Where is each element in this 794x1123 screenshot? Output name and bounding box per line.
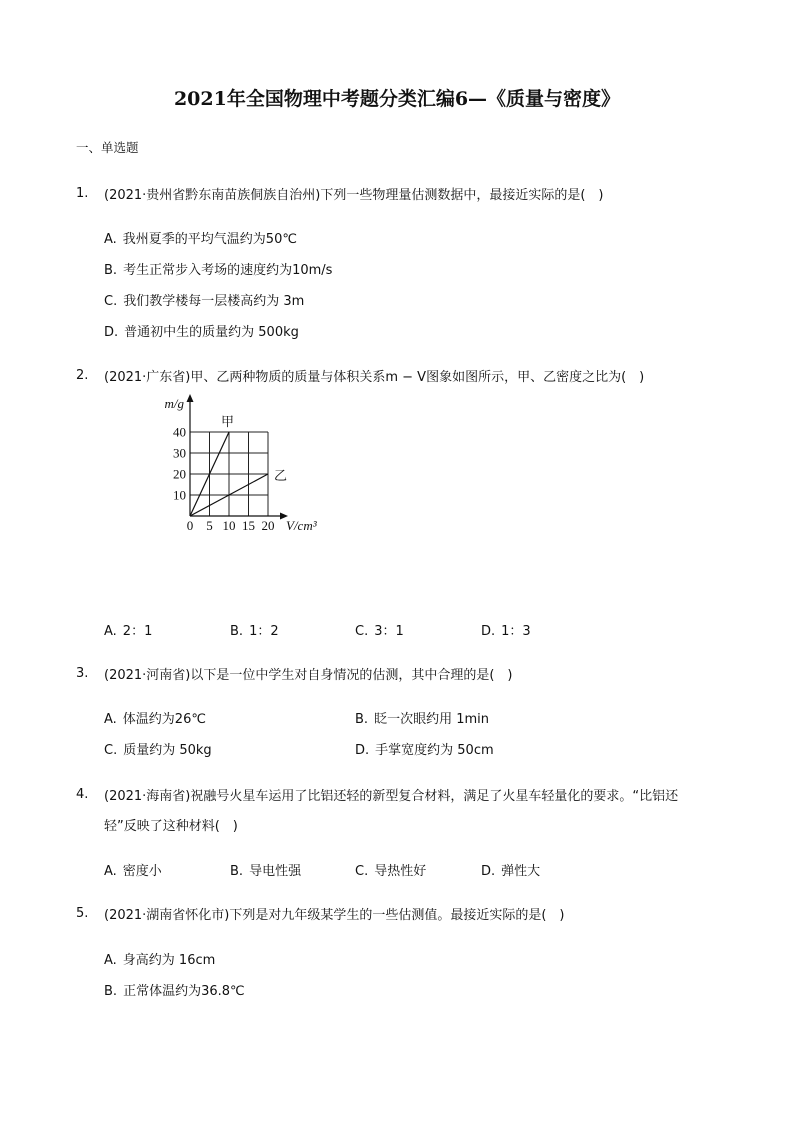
option-text: 导电性强 <box>249 864 302 879</box>
option-text: 导热性好 <box>374 864 427 879</box>
option-text: 1：2 <box>249 624 279 639</box>
option-text: 身高约为 16cm <box>122 953 216 968</box>
option-letter: B. <box>104 984 118 999</box>
option-letter: D. <box>481 864 496 879</box>
y-tick-label: 30 <box>173 445 186 461</box>
question-5-option-a[interactable] <box>104 949 215 968</box>
question-1-number: 1. <box>76 186 89 201</box>
option-letter: A. <box>104 624 117 639</box>
y-axis-arrow <box>187 394 194 402</box>
option-text: 考生正常步入考场的速度约为10m/s <box>123 263 333 278</box>
option-text: 普通初中生的质量约为 500kg <box>124 325 299 340</box>
section-heading: 一、单选题 <box>76 140 139 155</box>
question-1-option-d[interactable] <box>104 321 299 340</box>
option-text: 手掌宽度约为 50cm <box>375 743 494 758</box>
question-5-stem: (2021·湖南省怀化市)下列是对九年级某学生的一些估测值。最接近实际的是( ) <box>104 908 565 923</box>
option-text: 我州夏季的平均气温约为50℃ <box>122 232 297 247</box>
option-letter: B. <box>230 624 244 639</box>
option-letter: A. <box>104 712 117 727</box>
option-text: 质量约为 50kg <box>123 743 212 758</box>
option-text: 弹性大 <box>501 864 541 879</box>
option-letter: C. <box>355 624 369 639</box>
option-text: 2：1 <box>122 624 153 639</box>
x-tick-label: 5 <box>206 518 213 533</box>
option-text: 正常体温约为36.8℃ <box>123 984 245 999</box>
option-text: 我们教学楼每一层楼高约为 3m <box>123 294 305 309</box>
question-2-number: 2. <box>76 368 89 383</box>
question-2-option-d[interactable] <box>481 620 531 639</box>
y-tick-label: 10 <box>173 487 186 503</box>
x-tick-label: 0 <box>186 518 194 533</box>
option-letter: A. <box>104 232 117 247</box>
series-label: 乙 <box>274 468 288 483</box>
question-1-option-c[interactable] <box>104 290 304 309</box>
question-3-number: 3. <box>76 666 89 681</box>
option-letter: B. <box>355 712 369 727</box>
question-1-option-b[interactable] <box>104 259 332 278</box>
question-4-option-c[interactable] <box>355 860 426 879</box>
option-letter: D. <box>481 624 496 639</box>
question-4-number: 4. <box>76 787 89 802</box>
question-3-stem: (2021·河南省)以下是一位中学生对自身情况的估测，其中合理的是( ) <box>104 668 513 683</box>
option-letter: D. <box>355 743 370 758</box>
y-tick-label: 40 <box>173 424 186 440</box>
question-2-option-a[interactable] <box>104 620 152 639</box>
option-letter: C. <box>355 864 369 879</box>
question-2-option-b[interactable] <box>230 620 279 639</box>
question-3-option-a[interactable] <box>104 708 206 727</box>
option-text: 3：1 <box>374 624 404 639</box>
option-letter: A. <box>104 864 117 879</box>
question-4-stem: (2021·海南省)祝融号火星车运用了比铝还轻的新型复合材料，满足了火星车轻量化的要求。“比铝还 <box>104 789 679 804</box>
question-1-stem: (2021·贵州省黔东南苗族侗族自治州)下列一些物理量估测数据中，最接近实际的是( ) <box>104 188 604 203</box>
x-axis-label: V/cm³ <box>286 518 317 533</box>
chart-grid <box>190 432 268 516</box>
question-3-option-c[interactable] <box>104 739 212 758</box>
question-4-option-d[interactable] <box>481 860 540 879</box>
option-letter: C. <box>104 743 118 758</box>
option-letter: D. <box>104 325 119 340</box>
series-label: 甲 <box>221 414 235 429</box>
chart-axes <box>187 394 289 520</box>
option-letter: B. <box>230 864 244 879</box>
question-1-option-a[interactable] <box>104 228 297 247</box>
option-text: 眨一次眼约用 1min <box>374 712 489 727</box>
question-3-option-b[interactable] <box>355 708 489 727</box>
option-letter: B. <box>104 263 118 278</box>
x-tick-label: 10 <box>222 518 236 533</box>
x-tick-label: 20 <box>261 518 275 533</box>
mass-volume-chart <box>152 394 342 534</box>
question-2-stem: (2021·广东省)甲、乙两种物质的质量与体积关系m − V图象如图所示，甲、乙密度之比为( ) <box>104 370 645 385</box>
question-4-stem-continued: 轻”反映了这种材料( ) <box>104 819 238 834</box>
option-text: 1：3 <box>501 624 531 639</box>
y-axis-label: m/g <box>164 396 184 411</box>
x-tick-label: 15 <box>242 518 255 533</box>
question-4-option-b[interactable] <box>230 860 301 879</box>
question-3-option-d[interactable] <box>355 739 494 758</box>
question-2-option-c[interactable] <box>355 620 404 639</box>
question-5-number: 5. <box>76 906 89 921</box>
page-title: 2021年全国物理中考题分类汇编6—《质量与密度》 <box>173 88 621 110</box>
question-5-option-b[interactable] <box>104 980 245 999</box>
y-tick-label: 20 <box>173 466 186 482</box>
option-letter: A. <box>104 953 117 968</box>
option-text: 体温约为26℃ <box>122 712 206 727</box>
question-4-option-a[interactable] <box>104 860 162 879</box>
option-text: 密度小 <box>122 864 162 879</box>
chart-labels <box>165 396 318 533</box>
option-letter: C. <box>104 294 118 309</box>
